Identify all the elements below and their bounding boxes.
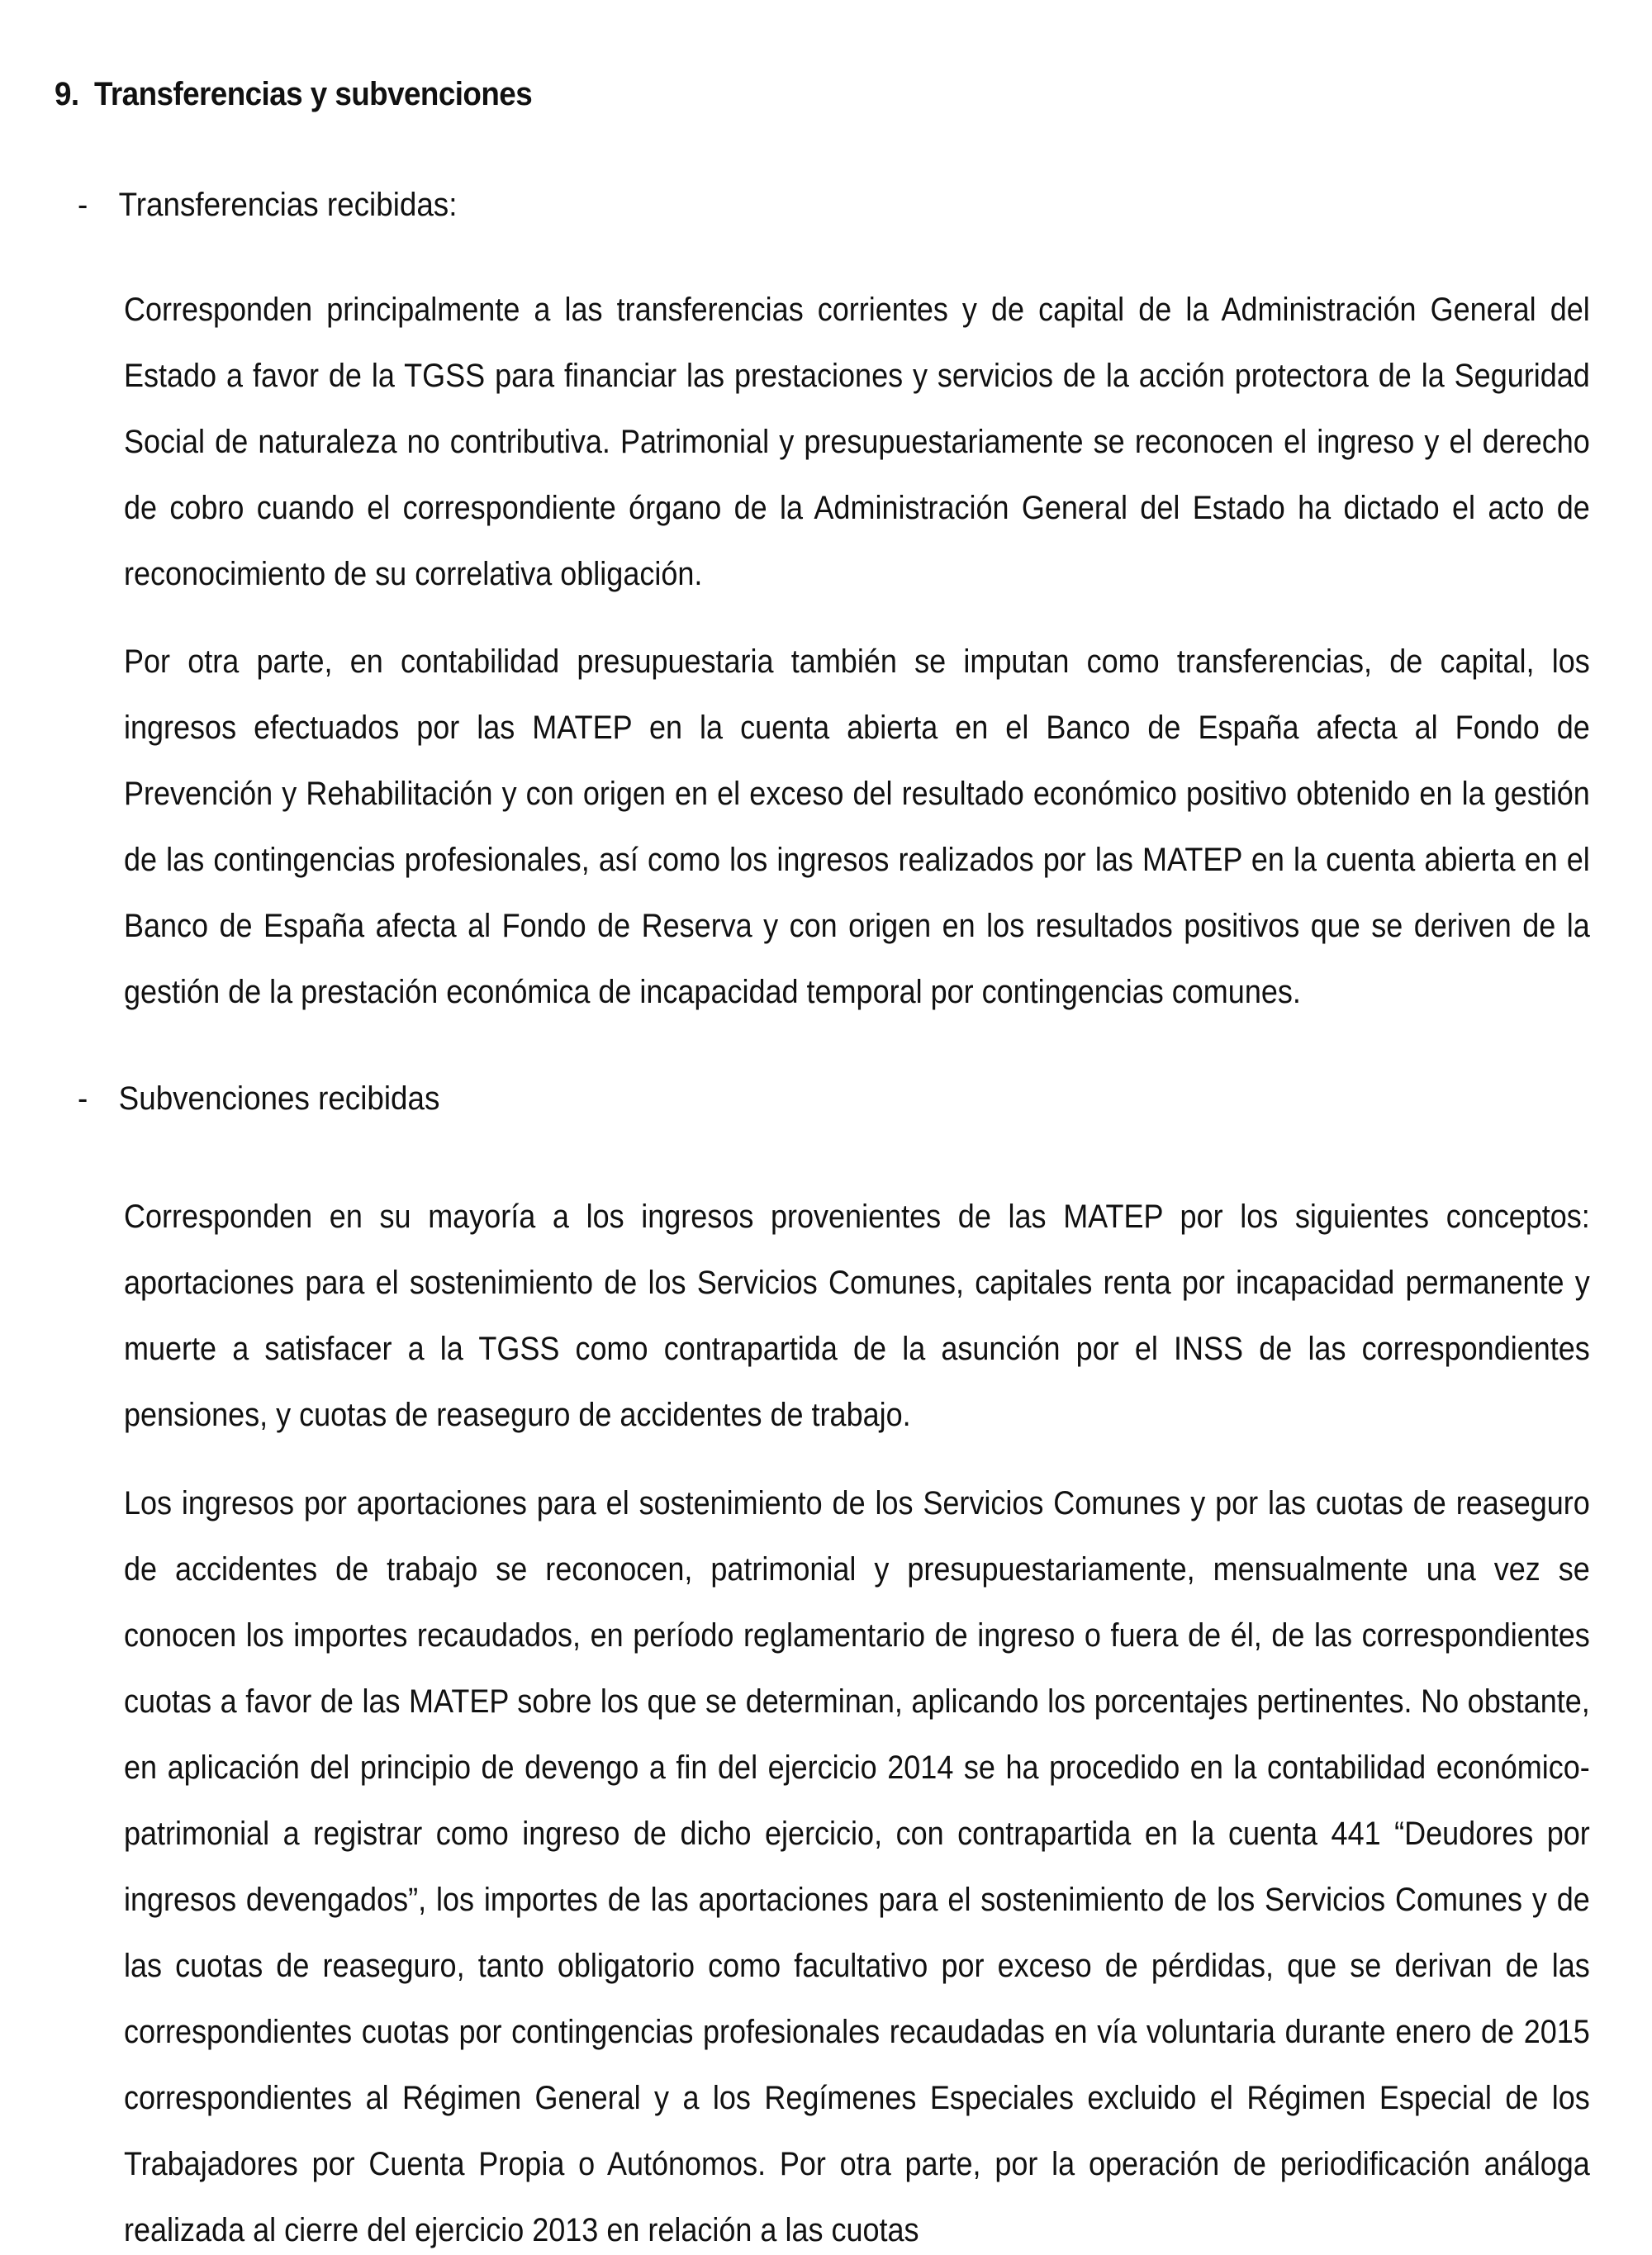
transfers-subheading-label: Transferencias recibidas:: [118, 187, 458, 223]
transfers-paragraph-1: Corresponden principalmente a las transferencias corrientes y de capital de la Administración General del Estado a favor de la TGSS para financiar las prestaciones y servicios de la acción protectora de la Seguridad Social de naturaleza no contributiva. Patrimonial y presupuestariamente se reconocen el ingreso y el derecho de cobro cuando el correspondiente órgano de la Administración General del Estado ha dictado el acto de reconocimiento de su correlativa obligación.: [124, 292, 1590, 592]
subsidies-subheading: [78, 1080, 439, 1118]
subsidies-paragraph-2: Los ingresos por aportaciones para el sostenimiento de los Servicios Comunes y por las cuotas de reaseguro de accidentes de trabajo se reconocen, patrimonial y presupuestariamente, mensualmente una vez se conocen los importes recaudados, en período reglamentario de ingreso o fuera de él, de las correspondientes cuotas a favor de las MATEP sobre los que se determinan, aplicando los porcentajes pertinentes. No obstante, en aplicación del principio de devengo a fin del ejercicio 2014 se ha procedido en la contabilidad económico-patrimonial a registrar como ingreso de dicho ejercicio, con contrapartida en la cuenta 441 “Deudores por ingresos devengados”, los importes de las aportaciones para el sostenimiento de los Servicios Comunes y de las cuotas de reaseguro, tanto obligatorio como facultativo por exceso de pérdidas, que se derivan de las correspondientes cuotas por contingencias profesionales recaudadas en vía voluntaria durante enero de 2015 correspondientes al Régimen General y a los Regímenes Especiales excluido el Régimen Especial de los Trabajadores por Cuenta Propia o Autónomos. Por otra parte, por la operación de periodificación análoga realizada al cierre del ejercicio 2013 en relación a las cuotas: [124, 1485, 1590, 2248]
transfers-paragraph-2: Por otra parte, en contabilidad presupuestaria también se imputan como transferencias, de capital, los ingresos efectuados por las MATEP en la cuenta abierta en el Banco de España afecta al Fondo de Prevención y Rehabilitación y con origen en el exceso del resultado económico positivo obtenido en la gestión de las contingencias profesionales, así como los ingresos realizados por las MATEP en la cuenta abierta en el Banco de España afecta al Fondo de Reserva y con origen en los resultados positivos que se deriven de la gestión de la prestación económica de incapacidad temporal por contingencias comunes.: [124, 643, 1590, 1010]
section-heading: [55, 76, 532, 113]
transfers-subheading: [78, 187, 457, 224]
bullet-dash: -: [78, 187, 88, 223]
subsidies-paragraph-1: Corresponden en su mayoría a los ingresos provenientes de las MATEP por los siguientes conceptos: aportaciones para el sostenimiento de los Servicios Comunes, capitales renta por incapacidad permanente y muerte a satisfacer a la TGSS como contrapartida de la asunción por el INSS de las correspondientes pensiones, y cuotas de reaseguro de accidentes de trabajo.: [124, 1199, 1590, 1433]
bullet-dash: -: [78, 1080, 88, 1117]
section-number: 9.: [55, 76, 79, 112]
subsidies-subheading-label: Subvenciones recibidas: [118, 1080, 440, 1117]
section-title: Transferencias y subvenciones: [93, 76, 533, 112]
